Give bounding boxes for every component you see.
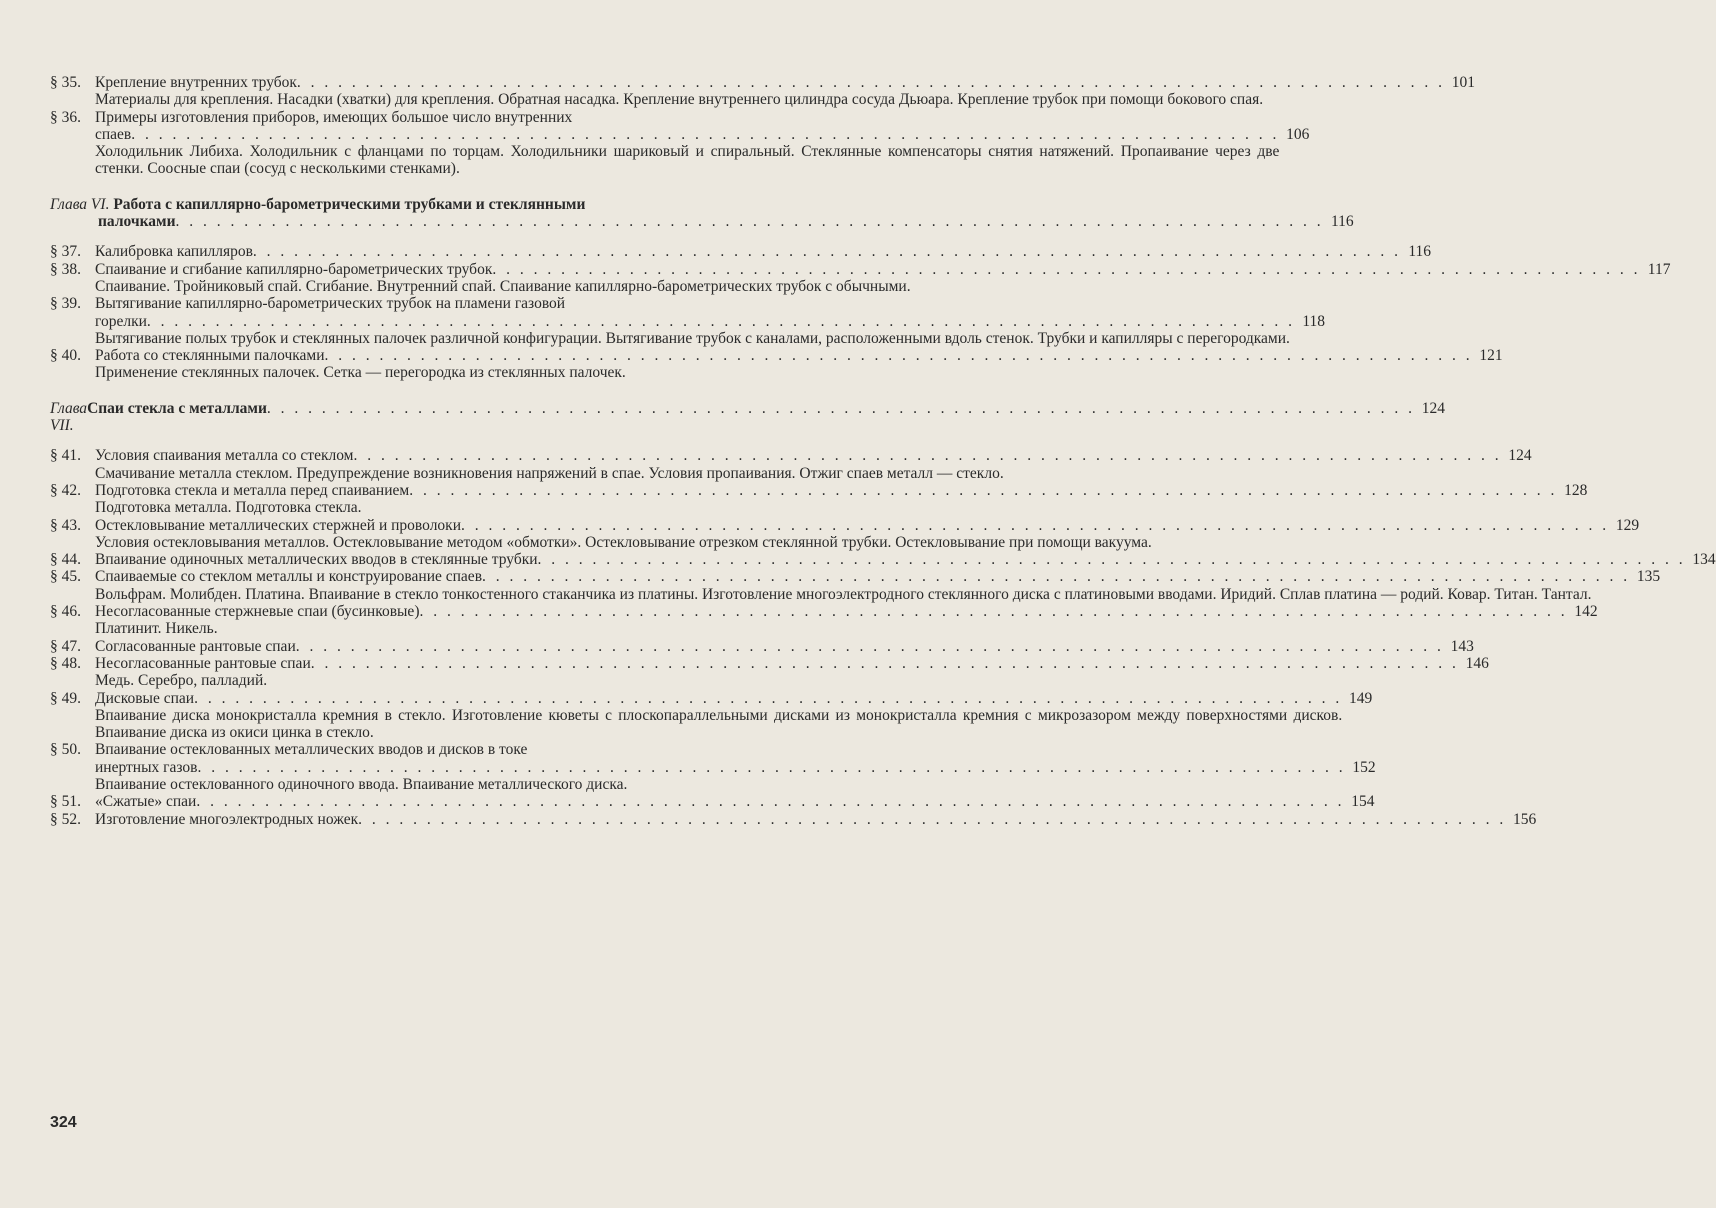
toc-entry [50,637,1474,655]
entry-title: «Сжатые» спаи [95,793,197,811]
entry-title-line [95,793,1374,810]
chapter-line [50,399,1446,435]
chapter-title-part: Работа с капиллярно-барометрическими трубками и стеклянными [113,195,586,213]
entry-description: Применение стеклянных палочек. Сетка — перегородка из стеклянных палочек. [95,364,626,382]
entry-page: 118 [1302,312,1326,330]
entry-page: 134 [1692,551,1716,569]
section-number: § 38. [50,260,81,278]
section-number: § 45. [50,568,81,586]
entry-body [95,347,1503,382]
leader-dots [196,793,1344,810]
entry-body [95,568,1660,603]
leader-dots [297,74,1445,91]
entry-page: 129 [1615,516,1640,534]
section-number: § 52. [50,810,81,828]
chapter-page: 124 [1421,399,1446,417]
leader-dots [538,551,1686,568]
leader-dots [147,313,1295,330]
entry-body [95,655,1489,690]
toc-entry [50,689,1373,742]
entry-page: 142 [1574,603,1598,621]
entry-description: Вольфрам. Молибден. Платина. Впаивание в стекло тонкостенного стаканчика из платины. Изготовление многоэлектродного стеклянного диска с платиновыми вводами. Иридий. Сплав платина — родий. Ковар. Титан. Тантал. [95,585,1592,603]
section-number: § 44. [50,551,81,569]
toc-entry [50,568,1661,603]
leader-dots [176,213,1324,230]
section-number: § 48. [50,654,81,672]
entry-body [95,447,1532,482]
section-number: § 43. [50,516,81,534]
leader-dots [131,126,1279,143]
section-number: § 46. [50,603,81,621]
chapter-title: Спаи стекла с металлами [87,399,267,417]
leader-dots [409,482,1557,499]
entry-description: Холодильник Либиха. Холодильник с фланцами по торцам. Холодильники шариковый и спиральный. Стеклянные компенсаторы снятия натяжений. Пропаивание через две стенки. Соосные спаи (сосуд с несколькими стенками). [95,143,1280,178]
leader-dots [482,568,1630,585]
entry-body [95,638,1474,655]
entry-description: Вытягивание полых трубок и стеклянных палочек различной конфигурации. Вытягивание трубок с каналами, расположенными вдоль стенок. Трубки и капилляры с перегородками. [95,329,1290,347]
entry-title-line [95,313,1325,330]
toc-entry [50,347,1503,382]
entry-title: Впаивание одиночных металлических вводов в стеклянные трубки [95,551,538,569]
toc-entry [50,654,1489,690]
entry-page: 149 [1348,689,1373,707]
entry-body [95,517,1639,552]
entry-title: инертных газов [95,758,198,776]
entry-page: 135 [1636,568,1661,586]
entry-title-line [95,551,1716,568]
entry-title-line [95,568,1660,585]
entry-title: Подготовка стекла и металла перед спаиванием [95,481,410,499]
toc-entry [50,516,1640,552]
entry-body [95,109,1309,178]
entry-body [95,741,1376,793]
chapter-title: палочками [98,213,176,231]
entry-description: Впаивание диска монокристалла кремния в стекло. Изготовление кюветы с плоскопараллельными дисками из монокристалла кремния с микрозазором между поверхностями дисков. Впаивание диска из окиси цинка в стекло. [95,706,1343,742]
leader-dots [197,759,1345,776]
entry-title-line [95,759,1376,776]
entry-title: Калибровка капилляров [95,243,253,261]
entry-title: Несогласованные рантовые спаи [95,654,311,672]
entry-title-part: Вытягивание капиллярно-барометрических трубок на пламени газовой [95,295,566,313]
entry-page: 117 [1647,260,1671,278]
toc-entry [50,295,1326,347]
leader-dots [461,517,1609,534]
toc-entry [50,810,1537,828]
entry-body [95,603,1598,638]
entry-body [95,690,1372,742]
toc-entry [50,108,1310,178]
entry-title-line [95,690,1372,707]
section-number: § 47. [50,637,81,655]
section-number: § 50. [50,741,81,759]
entry-title: Спаивание и сгибание капиллярно-барометрических трубок [95,260,493,278]
entry-title: Работа со стеклянными палочками [95,347,325,365]
entry-title: спаев [95,125,132,143]
toc-entry [50,260,1671,296]
section-number: § 37. [50,243,81,261]
chapter-title-line [50,213,1354,231]
entry-description: Условия остекловывания металлов. Остекловывание методом «обмотки». Остекловывание отрезком стеклянной трубки. Остекловывание при помощи вакуума. [95,533,1152,551]
entry-body [95,482,1587,517]
toc-entry [50,481,1588,517]
toc-entry [50,741,1376,793]
leader-dots [492,261,1640,278]
entry-title-line [95,126,1309,143]
entry-page: 128 [1564,481,1588,499]
entry-title: горелки [95,312,147,330]
entry-title-line [95,517,1639,534]
entry-page: 124 [1508,447,1532,465]
entry-title: Условия спаивания металла со стеклом [95,447,354,465]
entry-title: Крепление внутренних трубок [95,74,297,91]
entry-page: 116 [1408,243,1432,261]
entry-title: Остекловывание металлических стержней и проволоки [95,516,462,534]
chapter-heading [50,399,1446,435]
entry-title-line [95,811,1536,828]
entry-title-line [95,347,1503,364]
section-number: § 49. [50,689,81,707]
entry-page: 106 [1286,125,1310,143]
entry-description: Спаивание. Тройниковый спай. Сгибание. Внутренний спай. Спаивание капиллярно-барометрических трубок с обычными. [95,277,911,295]
entry-title-line [95,655,1489,672]
leader-dots [296,638,1444,655]
entry-title-part: Примеры изготовления приборов, имеющих большое число внутренних [95,108,573,126]
section-number: § 42. [50,481,81,499]
leader-dots [267,400,1415,417]
entry-title-line [95,243,1431,260]
toc-entry [50,551,1716,569]
entry-title: Изготовление многоэлектродных ножек [95,810,359,828]
entry-title: Спаиваемые со стеклом металлы и конструирование спаев [95,568,483,586]
table-of-contents [50,74,1716,828]
toc-entry [50,74,1476,109]
toc-entry [50,243,1432,261]
leader-dots [311,655,1459,672]
entry-description: Платинит. Никель. [95,620,218,638]
leader-dots [325,347,1473,364]
entry-body [95,793,1374,810]
entry-title-line [95,261,1670,278]
section-number: § 40. [50,347,81,365]
section-number: § 36. [50,108,81,126]
entry-description: Подготовка металла. Подготовка стекла. [95,499,362,517]
section-number: § 51. [50,793,81,811]
entry-title-line [95,638,1474,655]
toc-entry [50,793,1375,811]
entry-page: 146 [1465,654,1489,672]
entry-body [95,295,1325,347]
entry-description: Медь. Серебро, палладий. [95,672,268,690]
entry-body [95,811,1536,828]
entry-description: Впаивание остеклованного одиночного ввода. Впаивание металлического диска. [95,775,628,793]
section-number: § 35. [50,74,81,91]
entry-body [95,261,1670,296]
entry-title: Несогласованные стержневые спаи (бусинковые) [95,603,420,621]
entry-title-line [95,74,1475,91]
entry-body [95,74,1475,109]
entry-page: 121 [1479,347,1503,365]
toc-entry [50,603,1598,638]
entry-page: 101 [1451,74,1476,91]
section-number: § 41. [50,447,81,465]
entry-body [95,243,1431,260]
entry-title-line [95,482,1587,499]
chapter-page: 116 [1330,213,1354,231]
leader-dots [358,811,1506,828]
entry-page: 154 [1351,793,1375,811]
leader-dots [354,447,1502,464]
chapter-label: Глава VI. [50,195,110,213]
entry-title: Дисковые спаи [95,689,195,707]
entry-page: 152 [1352,758,1376,776]
toc-entry [50,447,1532,482]
entry-page: 156 [1513,810,1537,828]
entry-description: Материалы для крепления. Насадки (хватки) для крепления. Обратная насадка. Крепление внутреннего цилиндра сосуда Дьюара. Крепление трубок при помощи бокового спая. [95,91,1264,109]
chapter-label: Глава VII. [50,399,88,435]
entry-title-line [95,603,1598,620]
section-number: § 39. [50,295,81,313]
entry-description: Смачивание металла стеклом. Предупреждение возникновения напряжений в спае. Условия пропаивания. Отжиг спаев металл — стекло. [95,464,1004,482]
entry-title: Согласованные рантовые спаи [95,637,296,655]
leader-dots [419,603,1567,620]
entry-title-line [95,447,1532,464]
leader-dots [253,243,1401,260]
chapter-heading [50,195,1354,231]
entry-page: 143 [1450,637,1474,655]
page-number: 324 [50,1114,77,1131]
chapter-line [50,196,702,213]
entry-body [95,551,1716,568]
leader-dots [194,690,1342,707]
entry-title-part: Впаивание остеклованных металлических вводов и дисков в токе [95,741,528,759]
